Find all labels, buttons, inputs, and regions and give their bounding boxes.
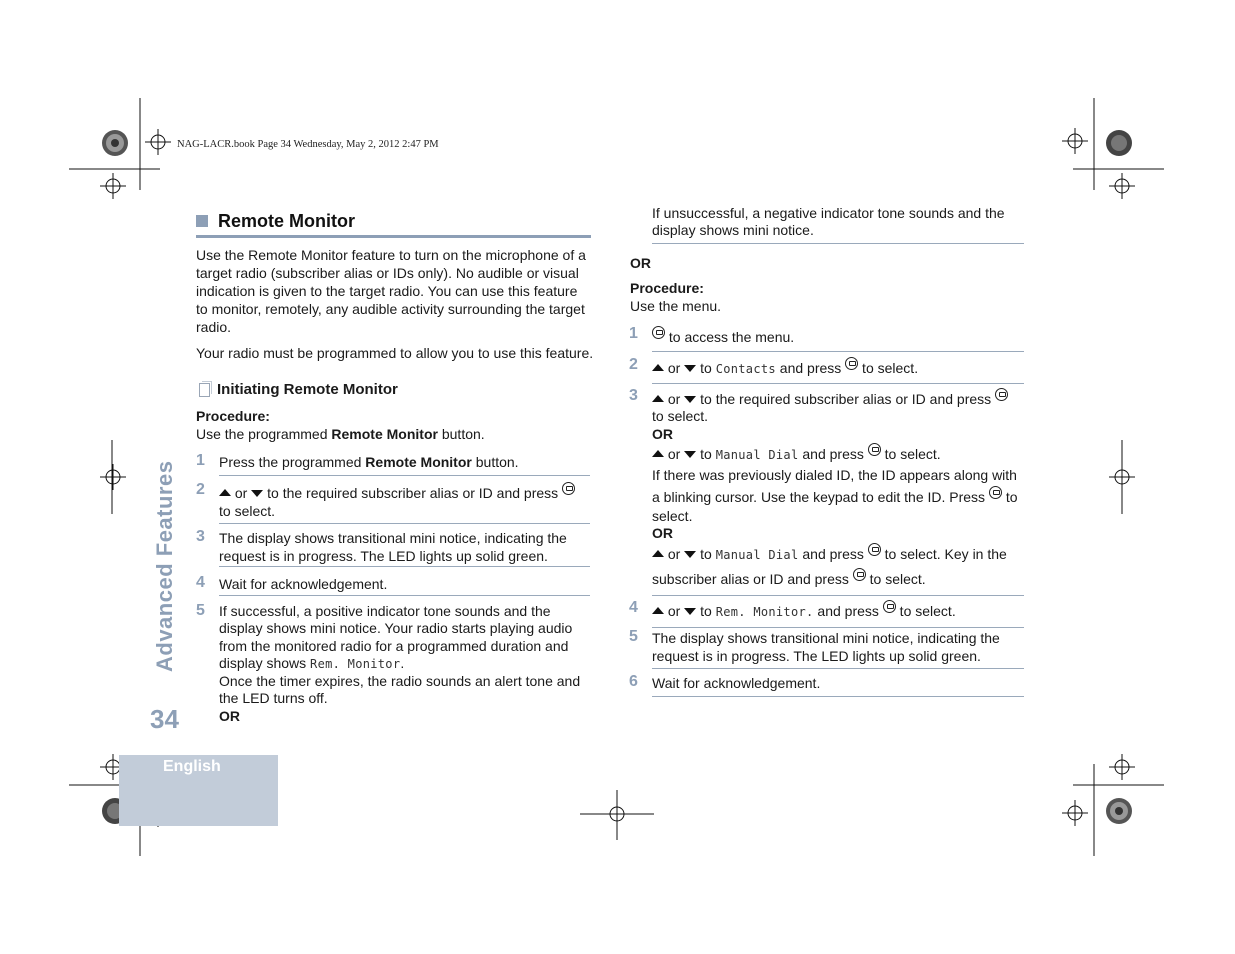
procedure-text-post: button. <box>437 426 485 442</box>
step-text: and press <box>798 546 868 563</box>
step-text: or <box>664 446 685 463</box>
arrow-down-icon <box>684 365 696 372</box>
menu-ok-button-icon <box>995 388 1008 401</box>
step-text: to access the menu. <box>665 329 795 345</box>
arrow-down-icon <box>251 490 263 497</box>
step-number: 3 <box>196 528 205 545</box>
arrow-down-icon <box>684 451 696 458</box>
step-number: 2 <box>629 356 638 373</box>
left-step-1 <box>196 452 590 476</box>
arrow-up-icon <box>652 364 664 371</box>
arrow-up-icon <box>652 395 664 402</box>
right-step-3 <box>629 387 1024 596</box>
step-number: 1 <box>196 452 205 469</box>
step-number: 2 <box>196 481 205 498</box>
step-text: to the required subscriber alias or ID and press <box>263 485 563 501</box>
section-square-icon <box>196 215 208 227</box>
display-text: Manual Dial <box>715 548 799 563</box>
step-text: to the required subscriber alias or ID and press <box>696 391 996 407</box>
step-body: Wait for acknowledgement. <box>219 575 590 596</box>
step-body <box>219 603 590 725</box>
or-label: OR <box>652 525 673 542</box>
step-body <box>652 357 1024 384</box>
subsection-heading <box>199 381 398 398</box>
or-label: OR <box>219 707 240 724</box>
step-text: button. <box>471 454 519 470</box>
menu-ok-button-icon <box>868 543 881 556</box>
step-text: to select. <box>858 360 919 376</box>
arrow-up-icon <box>219 489 231 496</box>
step-number: 4 <box>629 599 638 616</box>
procedure-text-pre: Use the programmed <box>196 426 332 442</box>
left-step-5 <box>196 602 590 725</box>
section-intro-1: Use the Remote Monitor feature to turn on the microphone of a target radio (subscriber alias or IDs only). No audible or visual indication is given to the target radio. You can use this feature to monitor, remotely, any audible activity surrounding the target radio. <box>196 247 586 335</box>
menu-ok-button-icon <box>883 600 896 613</box>
step-text: or <box>231 485 252 501</box>
step-number: 3 <box>629 387 638 404</box>
step-text: to select. Key in the subscriber alias or ID and press <box>652 546 1007 588</box>
step-text: to <box>696 446 716 463</box>
step-body <box>219 482 590 524</box>
step-number: 5 <box>629 628 638 645</box>
right-step-2 <box>629 356 1024 384</box>
step-text: to select. <box>895 603 956 619</box>
step-body <box>652 600 1024 628</box>
step-bold-text: Remote Monitor <box>365 454 472 470</box>
step-text: or <box>664 546 685 563</box>
menu-ok-button-icon <box>652 326 665 339</box>
page-number: 34 <box>150 704 179 734</box>
display-text: Rem. Monitor. <box>715 605 814 619</box>
step-body: Wait for acknowledgement. <box>652 674 1024 697</box>
step-body <box>652 388 1024 596</box>
menu-ok-button-icon <box>868 443 881 456</box>
page-icon <box>199 383 210 397</box>
display-text: Contacts <box>715 362 776 376</box>
chapter-tab: Advanced Features <box>152 460 177 672</box>
procedure-text: Use the menu. <box>630 298 722 314</box>
step-text: to select. <box>652 408 709 425</box>
step-text: Press the programmed <box>219 454 366 470</box>
step-text: to <box>696 546 716 563</box>
step-body: The display shows transitional mini notice, indicating the request is in progress. The LED lights up solid green. <box>219 529 590 567</box>
arrow-up-icon <box>652 607 664 614</box>
right-step-4 <box>629 599 1024 628</box>
step-text: to <box>696 360 716 376</box>
menu-ok-button-icon <box>989 486 1002 499</box>
procedure-label: Procedure: <box>630 280 704 296</box>
file-info-header: NAG-LACR.book Page 34 Wednesday, May 2, 2012 2:47 PM <box>177 139 439 150</box>
step-body: The display shows transitional mini notice, indicating the request is in progress. The LED lights up solid green. <box>652 629 1024 669</box>
right-step-5 <box>629 628 1024 669</box>
step-number: 1 <box>629 325 638 342</box>
menu-ok-button-icon <box>853 568 866 581</box>
arrow-down-icon <box>684 551 696 558</box>
arrow-up-icon <box>652 450 664 457</box>
step-text: or <box>664 360 685 376</box>
display-text: Manual Dial <box>715 448 799 463</box>
menu-ok-button-icon <box>562 482 575 495</box>
or-label: OR <box>652 425 673 442</box>
step-text: to select. <box>865 571 926 588</box>
subsection-title: Initiating Remote Monitor <box>217 381 398 398</box>
arrow-down-icon <box>684 608 696 615</box>
arrow-down-icon <box>684 396 696 403</box>
left-step-2 <box>196 481 590 524</box>
step-text: to select. <box>219 503 276 519</box>
language-label: English <box>163 758 221 775</box>
display-text: Rem. Monitor <box>310 656 401 671</box>
menu-ok-button-icon <box>845 357 858 370</box>
section-heading <box>196 207 591 238</box>
step-text: or <box>664 603 685 619</box>
arrow-up-icon <box>652 550 664 557</box>
step-number: 5 <box>196 602 205 619</box>
step-text: and press <box>798 446 868 463</box>
step-text: to select. <box>880 446 941 463</box>
procedure-text <box>196 425 596 443</box>
step-text: and press <box>775 360 846 376</box>
step-text: to select. <box>652 488 1018 524</box>
or-label: OR <box>630 255 651 271</box>
step-body <box>219 453 590 476</box>
left-step-4 <box>196 574 590 596</box>
step-number: 4 <box>196 574 205 591</box>
step-text: or <box>664 391 685 407</box>
step-text: . <box>400 654 405 671</box>
continued-text: If unsuccessful, a negative indicator tone sounds and the display shows mini notice. <box>652 205 1024 244</box>
step-text: If there was previously dialed ID, the ID appears along with a blinking cursor. Use the keypad to edit the ID. Press <box>652 466 1017 505</box>
right-step-1 <box>629 325 1024 352</box>
step-text: to <box>696 603 716 619</box>
step-text: and press <box>813 603 883 619</box>
procedure-label: Procedure: <box>196 408 270 424</box>
step-text: If successful, a positive indicator tone sounds and the display shows mini notice. Your radio starts playing audio from the monitored radio for a programmed duration and display shows <box>219 603 573 671</box>
section-title: Remote Monitor <box>218 210 355 231</box>
section-intro-2: Your radio must be programmed to allow you to use this feature. <box>196 345 594 361</box>
left-step-3 <box>196 528 590 567</box>
step-number: 6 <box>629 673 638 690</box>
step-text: Once the timer expires, the radio sounds an alert tone and the LED turns off. <box>219 673 581 707</box>
right-step-6 <box>629 673 1024 697</box>
procedure-text-bold: Remote Monitor <box>331 426 438 442</box>
step-body <box>652 326 1024 352</box>
